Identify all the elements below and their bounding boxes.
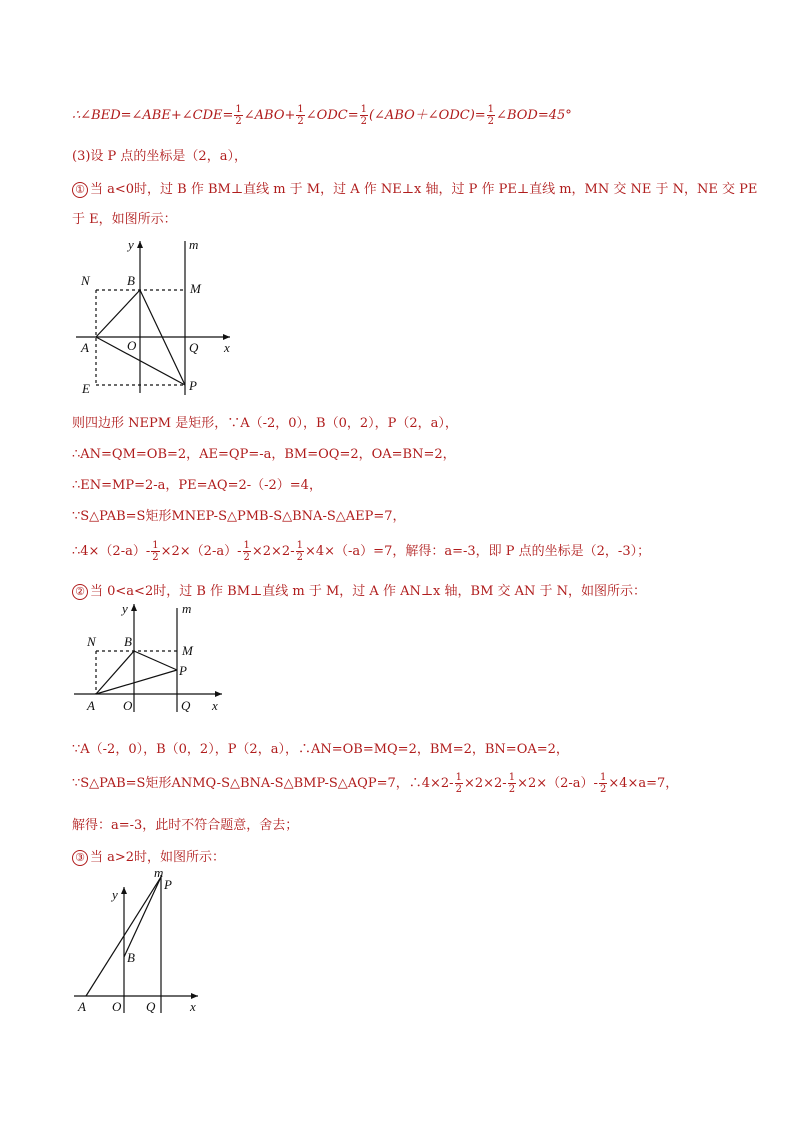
fig1-label-B: B xyxy=(127,273,135,288)
case-3-marker: ③ xyxy=(72,850,88,866)
fig3-label-A: A xyxy=(78,999,86,1014)
fig1-label-Q: Q xyxy=(189,340,199,355)
figure-case-1 xyxy=(72,235,252,400)
fig2-label-M: M xyxy=(182,643,193,658)
fig3-label-O: O xyxy=(112,999,122,1014)
figure-case-3 xyxy=(72,865,212,1015)
fig3-label-P: P xyxy=(164,877,172,892)
case-1-text-2: ∴AN=QM=OB=2，AE=QP=-a，BM=OQ=2，OA=BN=2， xyxy=(72,447,456,462)
case-3-heading: ③ 当 a>2时，如图所示： xyxy=(72,846,225,866)
fig1-label-y: y xyxy=(128,237,134,252)
case-2-heading: ② 当 0<a<2时，过 B 作 BM⊥直线 m 于 M，过 A 作 AN⊥x 轴，BM 交 AN 于 N，如图所示： xyxy=(72,580,646,600)
fig3-label-y: y xyxy=(112,887,118,902)
fig2-label-m: m xyxy=(182,601,192,616)
fig3-label-m: m xyxy=(154,865,164,880)
fig1-label-E: E xyxy=(82,381,90,396)
case-2-text-3: 解得：a=-3，此时不符合题意，舍去； xyxy=(72,818,299,833)
case-2-text-2: ∵S△PAB=S矩形ANMQ-S△BNA-S△BMP-S△AQP=7，∴4×2- $\frac{1}{2}$ ×2×2- $\frac{1}{2}$ ×2×（2-a）- $\frac{1}{2}$ ×4×a=7， xyxy=(72,772,679,795)
equation-line-1: ∴∠BED=∠ABE+∠CDE= $\frac{1}{2}$ ∠ABO+ $\frac{1}{2}$ ∠ODC= $\frac{1}{2}$ (∠ABO＋∠ODC)= $\frac{1}{2}$ ∠BOD=45° xyxy=(72,104,572,127)
fig1-label-A: A xyxy=(81,340,89,355)
fig3-label-x: x xyxy=(190,999,196,1014)
fig3-label-B: B xyxy=(127,950,135,965)
fig3-label-Q: Q xyxy=(146,999,156,1014)
fig2-label-O: O xyxy=(123,698,133,713)
fig2-label-Q: Q xyxy=(181,698,191,713)
fig1-label-x: x xyxy=(224,340,230,355)
fig2-label-A: A xyxy=(87,698,95,713)
case-1-text-3: ∴EN=MP=2-a，PE=AQ=2-（-2）=4， xyxy=(72,478,322,493)
fig2-label-x: x xyxy=(212,698,218,713)
fig1-label-P: P xyxy=(189,378,197,393)
case-1-text-1: 则四边形 NEPM 是矩形，∵A（-2，0），B（0，2），P（2，a）， xyxy=(72,416,458,431)
case-2-marker: ② xyxy=(72,584,88,600)
fig2-label-P: P xyxy=(179,663,187,678)
fig1-label-M: M xyxy=(190,281,201,296)
fig2-label-N: N xyxy=(87,634,96,649)
case-1-text-4: ∵S△PAB=S矩形MNEP-S△PMB-S△BNA-S△AEP=7， xyxy=(72,509,406,524)
fig1-label-O: O xyxy=(127,338,137,353)
case-2-text-1: ∵A（-2，0），B（0，2），P（2，a），∴AN=OB=MQ=2，BM=2，BN=OA=2， xyxy=(72,742,569,757)
case-1-marker: ① xyxy=(72,182,88,198)
case-1-heading-cont: 于 E，如图所示： xyxy=(72,212,177,227)
fig2-label-y: y xyxy=(122,601,128,616)
part-3-intro: (3)设 P 点的坐标是（2，a）， xyxy=(72,149,247,164)
fig1-label-m: m xyxy=(189,237,199,252)
fig2-label-B: B xyxy=(124,634,132,649)
fig1-label-N: N xyxy=(81,273,90,288)
figure-case-2 xyxy=(72,600,242,715)
case-1-text-5: ∴4×（2-a）- $\frac{1}{2}$ ×2×（2-a）- $\frac{1}{2}$ ×2×2- $\frac{1}{2}$ ×4×（-a）=7，解得：a=-3，即 P 点的坐标是（2，-3）； xyxy=(72,540,651,563)
case-1-heading: ① 当 a<0时，过 B 作 BM⊥直线 m 于 M，过 A 作 NE⊥x 轴，过 P 作 PE⊥直线 m，MN 交 NE 于 N，NE 交 PE xyxy=(72,178,757,198)
